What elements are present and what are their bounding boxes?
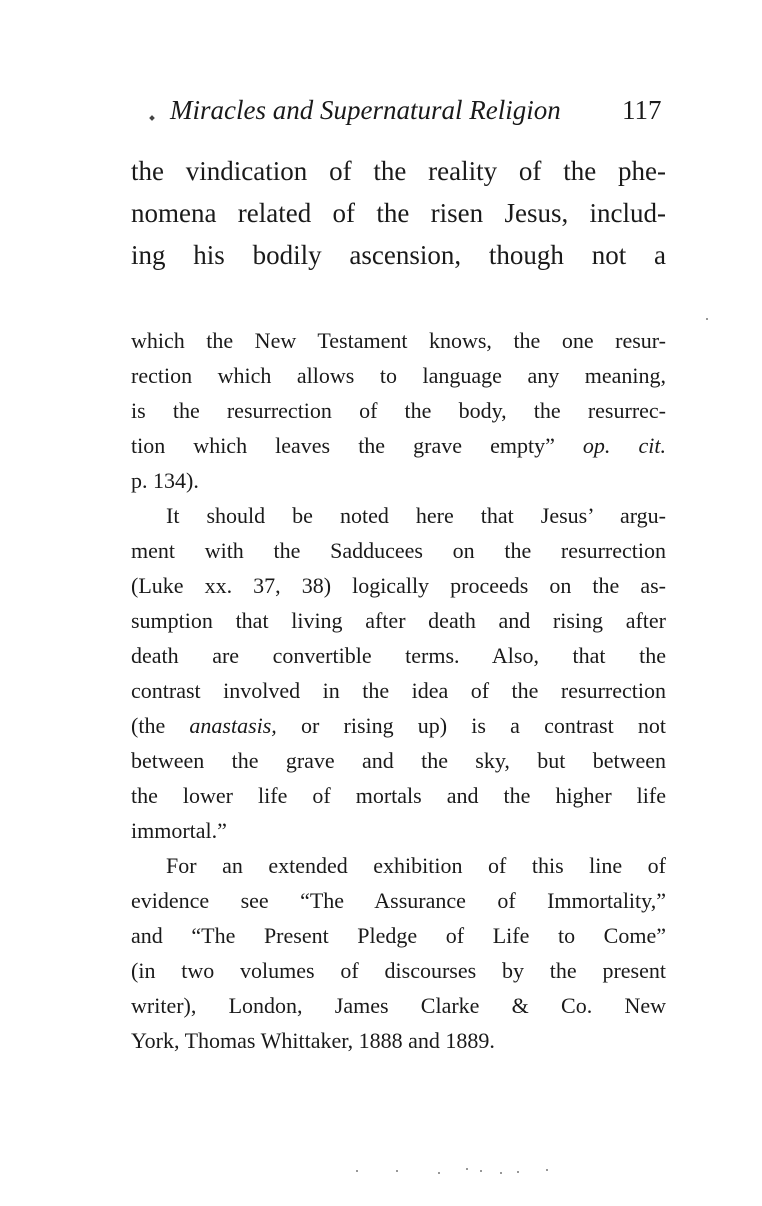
print-speck — [517, 1171, 519, 1173]
running-head — [170, 92, 670, 128]
footnote-line: sumption that living after death and rising after — [131, 608, 666, 633]
main-text-line: nomena related of the risen Jesus, includ- — [131, 198, 666, 228]
footnote-line: For an extended exhibition of this line of — [166, 853, 666, 878]
print-speck — [438, 1172, 440, 1174]
footnote-line: rection which allows to language any meaning, — [131, 363, 666, 388]
print-speck — [480, 1170, 482, 1172]
footnote-line: York, Thomas Whittaker, 1888 and 1889. — [131, 1028, 495, 1053]
print-speck — [500, 1172, 502, 1174]
running-head-title: Miracles and Supernatural Religion — [170, 95, 561, 125]
footnote-citation-line — [131, 428, 666, 463]
footnote-line: evidence see “The Assurance of Immortality,” — [131, 888, 666, 913]
footnote-line: death are convertible terms. Also, that the — [131, 643, 666, 668]
footnote-line: immortal.” — [131, 818, 227, 843]
footnote-line: the lower life of mortals and the higher life — [131, 783, 666, 808]
footnote-line: contrast involved in the idea of the resurrection — [131, 678, 666, 703]
footnote-line: ment with the Sadducees on the resurrection — [131, 538, 666, 563]
footnote-line-text: (the — [131, 713, 166, 738]
footnote-anastasis-line — [131, 708, 666, 743]
footnote-line: between the grave and the sky, but between — [131, 748, 666, 773]
print-speck — [149, 115, 155, 121]
footnote-line-text: tion which leaves the grave empty” — [131, 433, 555, 458]
footnote-line: and “The Present Pledge of Life to Come” — [131, 923, 666, 948]
anastasis-italic: anastasis, — [189, 713, 277, 738]
print-speck — [546, 1169, 548, 1171]
footnote-line: p. 134). — [131, 468, 199, 493]
footnote-line-text: or rising up) is a contrast not — [301, 713, 666, 738]
footnote-line: is the resurrection of the body, the resurrec- — [131, 398, 666, 423]
print-speck — [466, 1168, 468, 1170]
print-speck — [706, 318, 708, 320]
footnote-line: (Luke xx. 37, 38) logically proceeds on the as- — [131, 573, 666, 598]
footnote-line: (in two volumes of discourses by the present — [131, 958, 666, 983]
footnote-line: writer), London, James Clarke & Co. New — [131, 993, 666, 1018]
footnote-line: which the New Testament knows, the one resur- — [131, 328, 666, 353]
print-speck — [356, 1170, 358, 1172]
print-speck — [396, 1170, 398, 1172]
main-text-line: the vindication of the reality of the phe- — [131, 156, 666, 186]
citation-italic: op. cit. — [582, 433, 666, 458]
footnote-line: It should be noted here that Jesus’ argu- — [166, 503, 666, 528]
page-number: 117 — [622, 95, 662, 125]
main-text-line: ing his bodily ascension, though not a — [131, 240, 666, 270]
